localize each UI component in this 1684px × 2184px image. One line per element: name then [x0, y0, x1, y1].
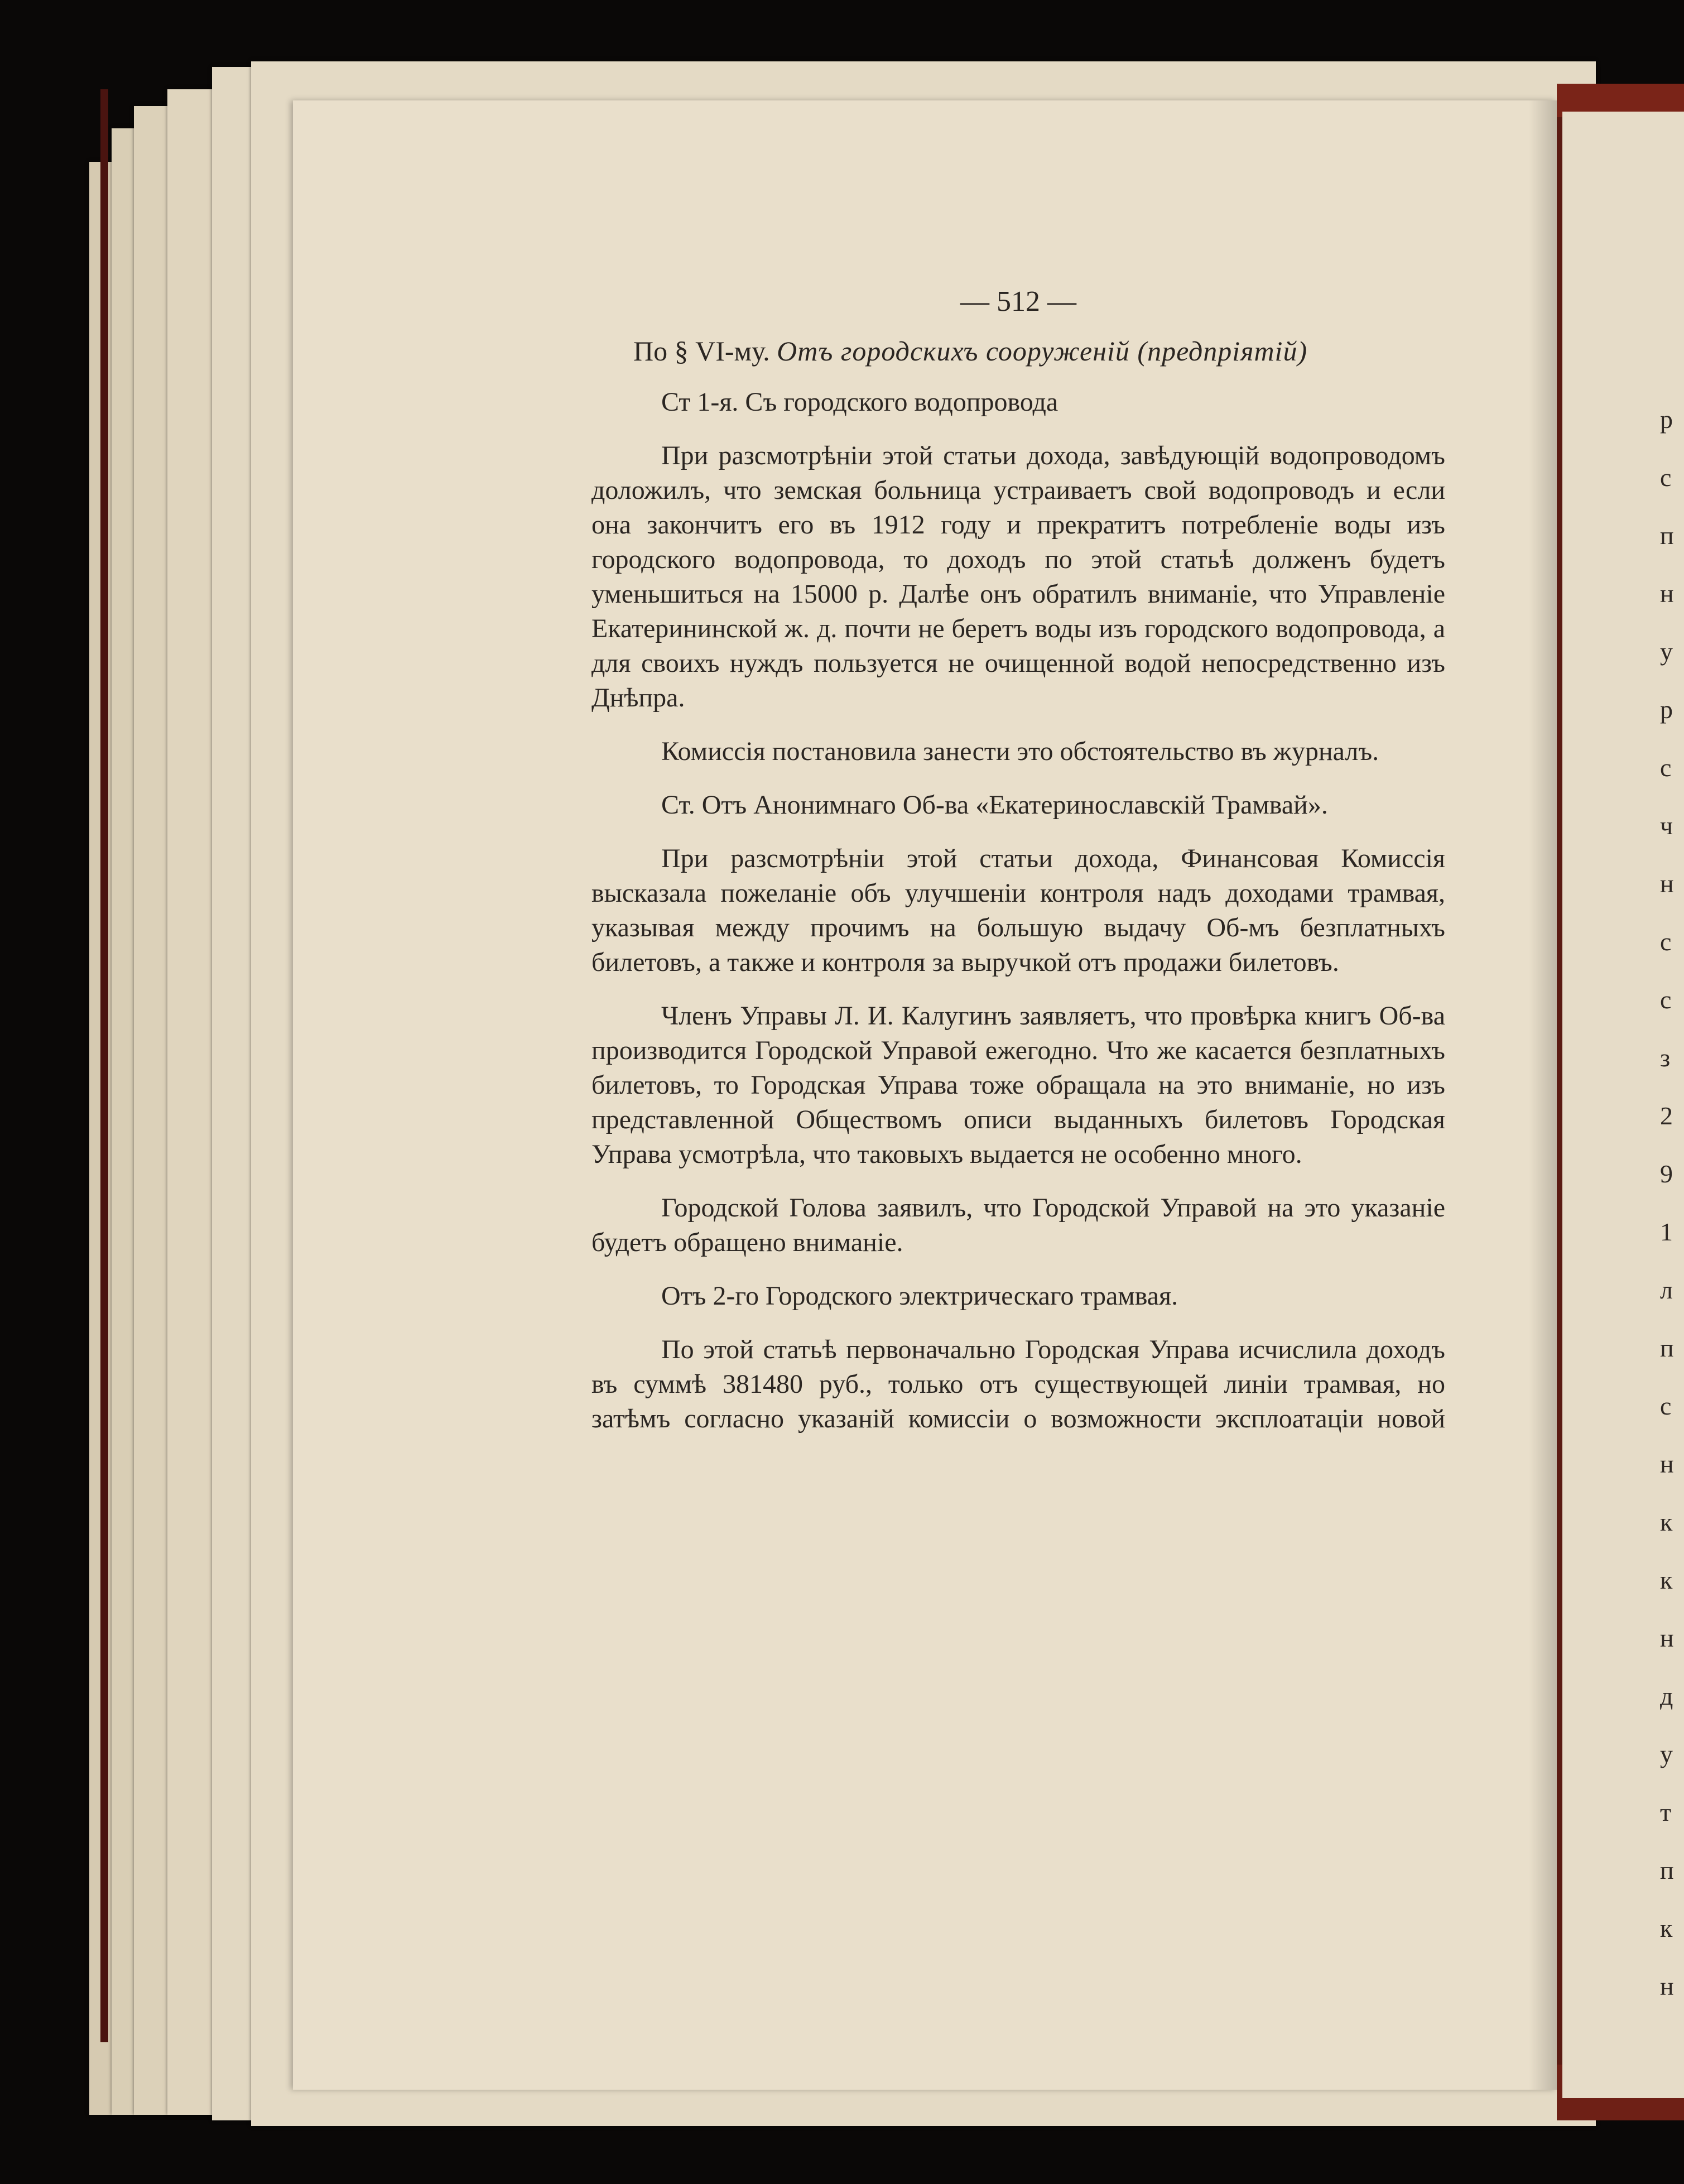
facing-page-fragment: ч: [1660, 811, 1673, 840]
facing-page-fragment: р: [1660, 405, 1673, 434]
section-heading: [591, 334, 1445, 368]
facing-page-fragment: н: [1660, 579, 1674, 608]
spine-shadow: [1529, 100, 1557, 2090]
facing-page-fragment: р: [1660, 695, 1673, 724]
page-text: [591, 285, 1445, 1455]
section-heading-title: Отъ городскихъ сооруженій (предпріятій): [777, 335, 1308, 367]
facing-page-fragment: у: [1660, 637, 1673, 666]
facing-page-fragment: з: [1660, 1043, 1671, 1072]
facing-page-fragment: п: [1660, 1334, 1674, 1362]
facing-page-fragment: н: [1660, 869, 1674, 898]
paragraph: Комиссія постановила занести это обстоятельство въ журналъ.: [661, 737, 1379, 766]
facing-page-text: [1660, 391, 1682, 2015]
facing-page-fragment: к: [1660, 1508, 1673, 1536]
facing-page-fragment: с: [1660, 985, 1672, 1014]
facing-page-fragment: 9: [1660, 1160, 1673, 1188]
facing-page-fragment: н: [1660, 1624, 1674, 1652]
facing-page-fragment: 2: [1660, 1101, 1673, 1130]
facing-page-fragment: т: [1660, 1798, 1672, 1826]
paragraph: Членъ Управы Л. И. Калугинъ заявляетъ, что провѣрка книгъ Об-ва производится Городской Управой ежегодно. Что же касается безплатныхъ билетовъ, то Городская Управа тоже обращала на это вниманіе, но изъ представленной Обществомъ описи выданныхъ билетовъ Городская Управа усмотрѣла, что таковыхъ выдается не особенно много.: [591, 1001, 1445, 1169]
facing-page-fragment: н: [1660, 1972, 1674, 2000]
facing-page-fragment: п: [1660, 1856, 1674, 1884]
facing-page-fragment: п: [1660, 521, 1674, 550]
page-number: — 512 —: [960, 286, 1076, 318]
facing-page-fragment: к: [1660, 1566, 1673, 1594]
facing-page-fragment: 1: [1660, 1218, 1673, 1246]
article-heading: Отъ 2-го Городского электрическаго трамвая.: [661, 1281, 1178, 1311]
facing-page-fragment: с: [1660, 1392, 1672, 1420]
paragraph: По этой статьѣ первоначально Городская Управа исчислила доходъ въ суммѣ 381480 руб., только отъ существующей линіи трамвая, но затѣмъ согласно указаній комиссіи о возможности эксплоатаціи новой: [591, 1335, 1445, 1433]
facing-page-fragment: с: [1660, 753, 1672, 782]
section-heading-prefix: По § VI-му.: [633, 335, 770, 367]
book-cover-edge: [100, 89, 108, 2042]
facing-page-fragment: с: [1660, 927, 1672, 956]
facing-page-fragment: н: [1660, 1450, 1674, 1478]
facing-page-fragment: у: [1660, 1740, 1673, 1768]
facing-page-fragment: к: [1660, 1914, 1673, 1942]
facing-page-fragment: л: [1660, 1276, 1673, 1304]
paragraph: При разсмотрѣніи этой статьи дохода, Финансовая Комиссія высказала пожеланіе объ улучшеніи контроля надъ доходами трамвая, указывая между прочимъ на большую выдачу Об-мъ безплатныхъ билетовъ, а также и контроля за выручкой отъ продажи билетовъ.: [591, 844, 1445, 977]
paragraph: При разсмотрѣніи этой статьи дохода, завѣдующій водопроводомъ доложилъ, что земская больница устраиваетъ свой водопроводъ и если она закончитъ его въ 1912 году и прекратитъ потребленіе воды изъ городского водопровода, то доходъ по этой статьѣ долженъ будетъ уменьшиться на 15000 р. Далѣе онъ обратилъ вниманіе, что Управленіе Екатерининской ж. д. почти не беретъ воды изъ городского водопровода, а для своихъ нуждъ пользуется не очищенной водой непосредственно изъ Днѣпра.: [591, 441, 1445, 713]
article-heading: Ст. Отъ Анонимнаго Об-ва «Екатеринославскій Трамвай».: [661, 790, 1328, 820]
facing-page-fragment: д: [1660, 1682, 1673, 1710]
facing-page-fragment: с: [1660, 463, 1672, 492]
article-heading: Ст 1-я. Съ городского водопровода: [661, 387, 1058, 417]
paragraph: Городской Голова заявилъ, что Городской Управой на это указаніе будетъ обращено вниманіе.: [591, 1193, 1445, 1257]
